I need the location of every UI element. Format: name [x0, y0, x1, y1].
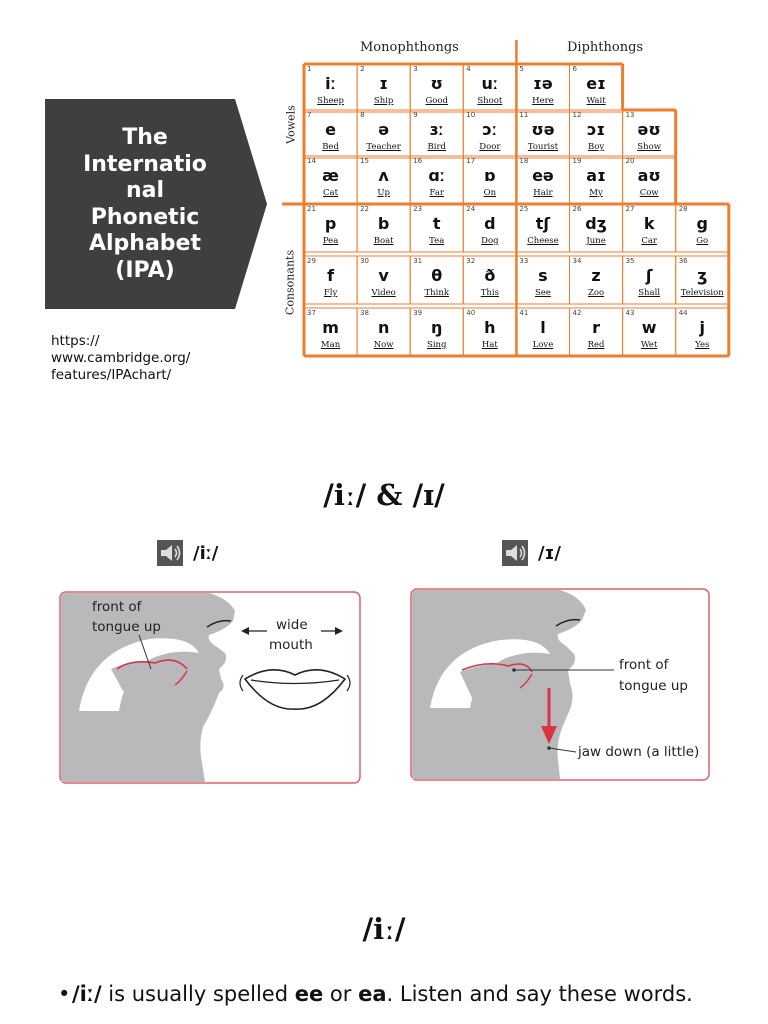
- ipa-cell: [357, 308, 410, 356]
- ipa-symbol: ŋ: [431, 318, 443, 337]
- ipa-cell-number: 36: [678, 257, 688, 265]
- ipa-symbol: ɪ: [379, 74, 388, 93]
- ipa-cell-number: 8: [360, 111, 365, 119]
- monophthongs-header: Monophthongs: [360, 40, 459, 55]
- heading-pair: /iː/ & /ɪ/: [323, 478, 445, 512]
- ipa-symbol: t: [432, 214, 441, 233]
- ipa-cell-number: 38: [360, 309, 370, 317]
- ipa-example-word: Think: [424, 288, 449, 298]
- ipa-cell: [357, 64, 410, 112]
- ipa-example-word: Car: [641, 236, 657, 246]
- ipa-cell: [304, 64, 357, 112]
- ipa-example-word: Video: [371, 288, 396, 298]
- bullet-part: or: [323, 982, 359, 1006]
- ipa-cell: [357, 156, 410, 204]
- ipa-cell: [304, 156, 357, 204]
- bullet-phoneme: /iː/: [72, 982, 102, 1006]
- ipa-cell: [516, 204, 569, 252]
- ipa-cell: [410, 308, 463, 356]
- ipa-example-word: Now: [373, 340, 394, 350]
- ipa-cell: [304, 110, 357, 158]
- ipa-cell: [463, 204, 516, 252]
- ipa-cell: [516, 64, 569, 112]
- bullet-part: is usually spelled: [101, 982, 295, 1006]
- ipa-symbol: θ: [431, 266, 443, 285]
- ipa-cell: [623, 256, 676, 304]
- ipa-example-word: Dog: [481, 236, 499, 246]
- ipa-symbol: iː: [325, 74, 336, 93]
- speaker-icon[interactable]: [157, 540, 183, 566]
- ipa-symbol: tʃ: [535, 214, 551, 233]
- ipa-cell-number: 42: [572, 309, 582, 317]
- bullet-part: . Listen and say these words.: [386, 982, 693, 1006]
- ipa-example-word: Fly: [323, 288, 338, 298]
- banner-title: [45, 125, 245, 284]
- sound-right[interactable]: [502, 540, 561, 566]
- ipa-cell-number: 37: [307, 309, 316, 317]
- ipa-cell-number: 30: [360, 257, 370, 265]
- ipa-example-word: Television: [680, 288, 724, 298]
- ipa-cell-number: 29: [307, 257, 316, 265]
- ipa-cell: [516, 110, 569, 158]
- ipa-example-word: Cheese: [527, 236, 559, 246]
- ipa-symbol: w: [641, 318, 657, 337]
- ipa-cell: [304, 204, 357, 252]
- ipa-example-word: Bird: [427, 142, 446, 152]
- ipa-symbol: ɒ: [484, 166, 496, 185]
- ipa-symbol: uː: [481, 74, 499, 93]
- ipa-example-word: Hat: [481, 340, 498, 350]
- bullet-ee: ee: [294, 982, 324, 1006]
- ipa-cell: [676, 256, 729, 304]
- ipa-example-word: Hair: [533, 188, 553, 198]
- ipa-cell: [570, 64, 623, 112]
- ipa-cell-number: 31: [413, 257, 423, 265]
- source-link[interactable]: [51, 333, 190, 384]
- ipa-cell-number: 9: [413, 111, 418, 119]
- ipa-symbol: ð: [484, 266, 496, 285]
- bullet-body: [58, 982, 718, 1007]
- ipa-example-word: Sheep: [317, 96, 344, 106]
- ipa-example-word: Bed: [322, 142, 339, 152]
- consonants-label: Consonants: [283, 249, 297, 316]
- ipa-example-word: Shall: [638, 288, 661, 298]
- ipa-symbol: aɪ: [586, 166, 606, 185]
- sound-left[interactable]: [157, 540, 218, 566]
- ipa-cell: [304, 308, 357, 356]
- ipa-cell-number: 18: [519, 157, 529, 165]
- ipa-cell: [623, 308, 676, 356]
- ipa-example-word: Here: [532, 96, 554, 106]
- ipa-cell-number: 43: [625, 309, 635, 317]
- ipa-cell-number: 23: [413, 205, 423, 213]
- ipa-example-word: June: [586, 236, 606, 246]
- speaker-icon[interactable]: [502, 540, 528, 566]
- ipa-example-word: Tea: [429, 236, 445, 246]
- ipa-example-word: Cat: [323, 188, 339, 198]
- ipa-example-word: Go: [696, 236, 709, 246]
- ipa-cell: [463, 64, 516, 112]
- ipa-cell: [463, 110, 516, 158]
- ipa-example-word: Wait: [586, 96, 606, 106]
- ipa-symbol: ʊ: [430, 74, 443, 93]
- heading-single: /iː/: [362, 912, 406, 946]
- ipa-cell: [570, 156, 623, 204]
- ipa-symbol: ʊə: [531, 120, 555, 139]
- ipa-example-word: Tourist: [527, 142, 559, 152]
- diagram-left-label4: mouth: [269, 637, 313, 653]
- ipa-cell-number: 7: [307, 111, 312, 119]
- ipa-symbol: dʒ: [585, 214, 607, 233]
- ipa-example-word: Ship: [373, 96, 394, 106]
- ipa-example-word: Sing: [427, 340, 447, 350]
- diphthongs-header: Diphthongs: [567, 40, 644, 55]
- ipa-cell-number: 5: [519, 65, 524, 73]
- ipa-cell-number: 25: [519, 205, 529, 213]
- diagram-left-label2: tongue up: [92, 619, 161, 635]
- ipa-symbol: g: [696, 214, 708, 233]
- ipa-cell: [410, 156, 463, 204]
- ipa-symbol: f: [327, 266, 335, 285]
- ipa-example-word: Cow: [639, 188, 659, 198]
- ipa-symbol: k: [643, 214, 655, 233]
- title-line: The: [122, 125, 168, 150]
- ipa-cell-number: 39: [413, 309, 423, 317]
- ipa-cell: [570, 308, 623, 356]
- ipa-example-word: On: [483, 188, 497, 198]
- ipa-cell: [357, 110, 410, 158]
- ipa-example-word: This: [480, 288, 499, 298]
- ipa-example-word: Wet: [640, 340, 658, 350]
- title-line: Alphabet: [88, 231, 201, 256]
- diagram-right-label3: jaw down (a little): [578, 744, 700, 760]
- ipa-cell-number: 12: [572, 111, 582, 119]
- ipa-cell-number: 40: [466, 309, 476, 317]
- ipa-cell-number: 1: [307, 65, 312, 73]
- ipa-symbol: d: [484, 214, 496, 233]
- ipa-cell: [357, 256, 410, 304]
- bullet-ea: ea: [358, 982, 387, 1006]
- source-line: features/IPAchart/: [51, 367, 172, 383]
- ipa-symbol: l: [540, 318, 546, 337]
- ipa-cell: [570, 204, 623, 252]
- ipa-example-word: Boy: [587, 142, 605, 152]
- ipa-cell: [570, 110, 623, 158]
- diagram-right-label1: front of: [619, 657, 669, 673]
- ipa-symbol: p: [324, 214, 337, 233]
- ipa-symbol: eɪ: [586, 74, 606, 93]
- ipa-cell-number: 35: [625, 257, 635, 265]
- title-line: Phonetic: [90, 204, 200, 230]
- ipa-cell-number: 17: [466, 157, 476, 165]
- title-line: nal: [125, 178, 165, 203]
- ipa-example-word: Yes: [695, 340, 710, 350]
- ipa-symbol: z: [591, 266, 601, 285]
- ipa-cell: [463, 256, 516, 304]
- ipa-symbol: ɔː: [482, 120, 498, 139]
- ipa-symbol: h: [484, 318, 496, 337]
- ipa-example-word: See: [534, 288, 551, 298]
- ipa-example-word: Door: [479, 142, 501, 152]
- ipa-symbol: ɔɪ: [586, 120, 606, 139]
- diagram-right-label2: tongue up: [619, 678, 688, 694]
- ipa-cell-number: 6: [572, 65, 577, 73]
- ipa-example-word: Up: [377, 188, 390, 198]
- ipa-symbol: j: [699, 318, 705, 337]
- ipa-symbol: e: [325, 120, 336, 139]
- source-line: www.cambridge.org/: [51, 350, 191, 366]
- ipa-symbol: ə: [378, 120, 390, 139]
- ipa-cell-number: 20: [625, 157, 635, 165]
- ipa-cell: [516, 256, 569, 304]
- ipa-example-word: Pea: [322, 236, 339, 246]
- ipa-symbol: ʌ: [378, 166, 389, 185]
- ipa-example-word: Man: [320, 340, 341, 350]
- ipa-example-word: Love: [532, 340, 554, 350]
- ipa-example-word: Red: [587, 340, 605, 350]
- sound-right-label: /ɪ/: [538, 542, 561, 564]
- ipa-cell: [304, 256, 357, 304]
- ipa-symbol: ʃ: [645, 266, 653, 285]
- ipa-cell: [410, 256, 463, 304]
- ipa-symbol: s: [538, 266, 548, 285]
- ipa-cell-number: 33: [519, 257, 529, 265]
- ipa-example-word: My: [589, 188, 603, 198]
- ipa-cell-number: 14: [307, 157, 316, 165]
- ipa-cell: [676, 308, 729, 356]
- ipa-example-word: Show: [637, 142, 661, 152]
- ipa-chart: [282, 38, 734, 362]
- ipa-cell: [357, 204, 410, 252]
- ipa-cell-number: 3: [413, 65, 418, 73]
- ipa-symbol: æ: [322, 166, 339, 185]
- diagram-long-i: [59, 591, 361, 784]
- ipa-cell-number: 10: [466, 111, 476, 119]
- ipa-cell: [623, 110, 676, 158]
- ipa-cell-number: 15: [360, 157, 370, 165]
- ipa-symbol: ʒ: [697, 266, 708, 285]
- ipa-symbol: r: [592, 318, 600, 337]
- ipa-cell: [463, 308, 516, 356]
- ipa-cell-number: 27: [625, 205, 635, 213]
- diagram-short-i: [410, 588, 710, 781]
- ipa-example-word: Teacher: [366, 142, 401, 152]
- ipa-symbol: m: [322, 318, 339, 337]
- ipa-example-word: Far: [429, 188, 444, 198]
- diagram-left-label3: wide: [276, 617, 308, 633]
- ipa-symbol: aʊ: [637, 166, 661, 185]
- ipa-symbol: v: [378, 266, 389, 285]
- bullet-text: [58, 982, 718, 1007]
- ipa-symbol: n: [377, 318, 390, 337]
- ipa-cell-number: 34: [572, 257, 582, 265]
- ipa-symbol: ɑː: [428, 166, 446, 185]
- ipa-cell-number: 28: [678, 205, 688, 213]
- ipa-cell: [516, 156, 569, 204]
- ipa-cell-number: 16: [413, 157, 423, 165]
- ipa-example-word: Good: [425, 96, 448, 106]
- ipa-example-word: Boat: [373, 236, 394, 246]
- ipa-cell-number: 19: [572, 157, 582, 165]
- ipa-cell-number: 4: [466, 65, 471, 73]
- bullet-dot: •: [58, 982, 71, 1006]
- ipa-cell-number: 22: [360, 205, 370, 213]
- sound-left-label: /iː/: [193, 542, 219, 564]
- ipa-cell-number: 24: [466, 205, 476, 213]
- ipa-cell: [676, 204, 729, 252]
- ipa-cell: [410, 110, 463, 158]
- ipa-symbol: eə: [532, 166, 554, 185]
- ipa-cell-number: 13: [625, 111, 635, 119]
- ipa-symbol: ɜː: [429, 120, 444, 139]
- title-line: (IPA): [115, 257, 175, 283]
- ipa-cell: [623, 156, 676, 204]
- ipa-cell: [516, 308, 569, 356]
- ipa-cell-number: 41: [519, 309, 529, 317]
- title-banner: [45, 99, 267, 309]
- ipa-symbol: əʊ: [637, 120, 661, 139]
- diagram-left-label1: front of: [92, 599, 142, 615]
- ipa-symbol: b: [377, 214, 390, 233]
- ipa-cell-number: 2: [360, 65, 365, 73]
- ipa-cell: [463, 156, 516, 204]
- ipa-cell-number: 21: [307, 205, 316, 213]
- ipa-cell: [623, 204, 676, 252]
- ipa-cell: [410, 204, 463, 252]
- ipa-cell: [570, 256, 623, 304]
- ipa-cell-number: 26: [572, 205, 582, 213]
- ipa-example-word: Zoo: [587, 288, 605, 298]
- ipa-cell: [410, 64, 463, 112]
- ipa-example-word: Shoot: [477, 96, 503, 106]
- source-line: https://: [51, 333, 100, 349]
- ipa-cell-number: 11: [519, 111, 529, 119]
- ipa-cell-number: 44: [678, 309, 688, 317]
- title-line: Internatio: [83, 151, 207, 177]
- ipa-cell-number: 32: [466, 257, 476, 265]
- ipa-symbol: ɪə: [533, 74, 553, 93]
- vowels-label: Vowels: [284, 105, 298, 144]
